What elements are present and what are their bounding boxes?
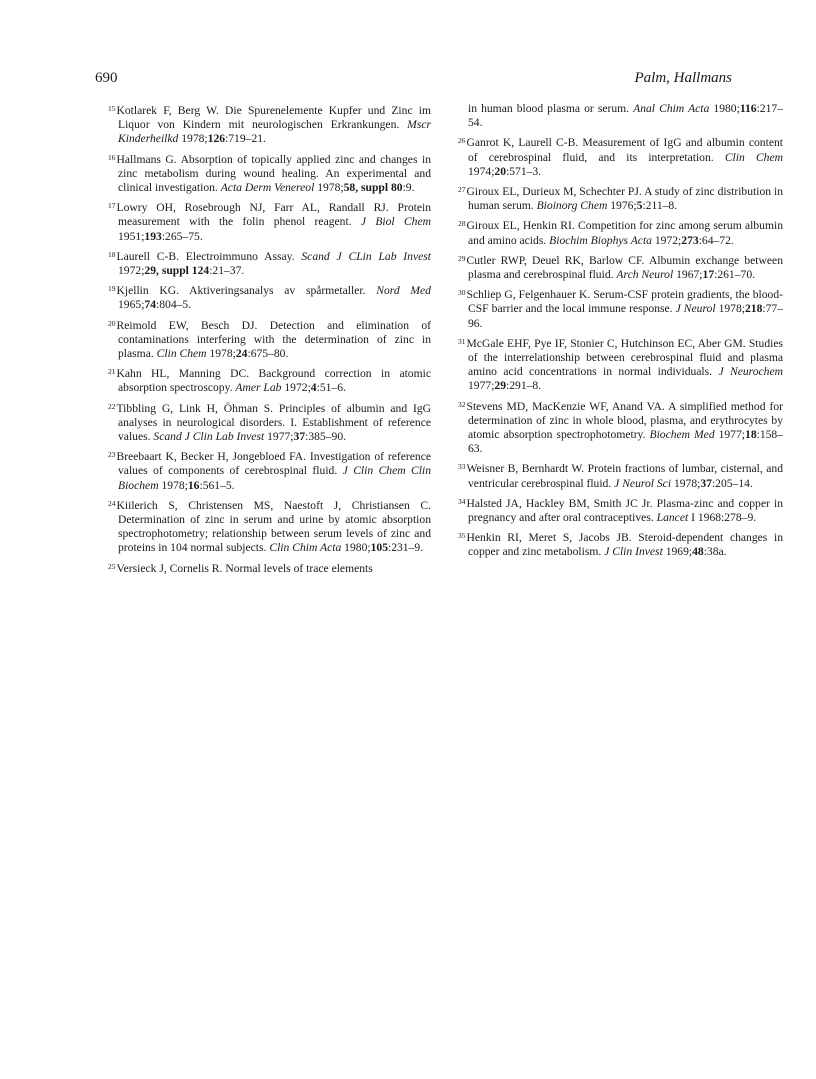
reference-journal: J Neurochem	[718, 365, 783, 379]
reference-volume: 20	[494, 164, 507, 178]
reference-pages: :9.	[402, 181, 415, 195]
reference-year: 1965;	[118, 298, 145, 312]
reference-25	[108, 560, 431, 576]
reference-volume: 18	[745, 428, 757, 442]
reference-year: 1972;	[281, 381, 311, 395]
reference-pages: :719–21.	[225, 132, 266, 146]
reference-journal: Arch Neurol	[616, 268, 674, 282]
reference-number: 21	[108, 367, 116, 377]
reference-number: 24	[108, 498, 116, 508]
reference-journal: Mscr Kinderheilkd	[118, 118, 431, 146]
reference-text: Versieck J, Cornelis R. Normal levels of trace elements	[116, 561, 373, 575]
reference-number: 17	[108, 201, 116, 211]
reference-year: 1980;	[341, 541, 371, 555]
reference-year: 1967;	[673, 268, 703, 282]
reference-text: Lowry OH, Rosebrough NJ, Farr AL, Randall RJ. Protein measurement with the folin phenol reagent.	[116, 201, 431, 229]
reference-number: 34	[458, 496, 466, 506]
reference-volume: 29, suppl 124	[144, 264, 210, 278]
reference-year: 1951;	[118, 229, 145, 243]
reference-volume: 218	[744, 302, 763, 316]
reference-volume: 37	[293, 430, 306, 444]
reference-pages: :21–37.	[209, 264, 245, 278]
reference-19	[108, 282, 431, 312]
reference-journal: J Neurol	[675, 302, 716, 316]
reference-year: I 1968:278–9.	[688, 511, 757, 525]
reference-volume: 16	[187, 478, 200, 492]
reference-pages: :231–9.	[387, 541, 424, 555]
reference-text: in human blood plasma or serum.	[468, 102, 634, 115]
reference-number: 31	[458, 336, 466, 346]
reference-text: Schliep G, Felgenhauer K. Serum-CSF protein gradients, the blood-CSF barrier and the local immune response.	[466, 288, 783, 316]
reference-pages: :77–96.	[468, 302, 783, 330]
reference-number: 35	[458, 531, 466, 541]
reference-number: 30	[458, 288, 466, 298]
reference-journal: Clin Chem	[724, 150, 783, 164]
reference-20	[108, 317, 431, 362]
reference-volume: 74	[144, 298, 157, 312]
reference-text: Laurell C-B. Electroimmuno Assay.	[116, 249, 302, 263]
running-head: Palm, Hallmans	[634, 70, 732, 86]
reference-journal: J Neurol Sci	[614, 476, 672, 490]
reference-year: 1977;	[468, 379, 495, 393]
reference-year: 1980;	[709, 102, 740, 115]
reference-volume: 5	[636, 199, 643, 213]
reference-journal: Scand J Clin Lab Invest	[153, 430, 265, 444]
reference-volume: 48	[692, 545, 704, 559]
reference-volume: 24	[235, 347, 248, 361]
reference-pages: :291–8.	[506, 379, 542, 393]
reference-pages: :64–72.	[698, 233, 734, 247]
reference-number: 15	[108, 104, 116, 113]
reference-text: Breebaart K, Becker H, Jongebloed FA. Investigation of reference values of components of cerebrospinal fluid.	[116, 450, 431, 478]
reference-pages: :265–75.	[161, 229, 203, 243]
reference-year: 1974;	[468, 164, 495, 178]
reference-pages: :675–80.	[247, 347, 289, 361]
reference-text: Kotlarek F, Berg W. Die Spurenelemente Kupfer und Zinc im Liquor von Kindern mit neurologischen Erkrankungen.	[116, 104, 431, 132]
reference-volume: 17	[702, 268, 715, 282]
reference-text: Hallmans G. Absorption of topically applied zinc and changes in zinc metabolism during wound healing. An experimental and clinical investigation.	[116, 152, 431, 195]
reference-22	[108, 400, 431, 445]
reference-pages: :51–6.	[316, 381, 346, 395]
reference-year: 1978;	[206, 347, 236, 361]
reference-26	[458, 134, 783, 179]
reference-number: 18	[108, 249, 116, 259]
reference-17	[108, 199, 431, 244]
reference-volume: 105	[370, 541, 388, 555]
reference-number: 23	[108, 450, 116, 460]
reference-year: 1978;	[158, 478, 188, 492]
reference-text: Stevens MD, MacKenzie WF, Anand VA. A simplified method for determination of zinc in whole blood, plasma, and erythrocytes by atomic absorption spectrophotometry.	[466, 399, 783, 442]
reference-year: 1969;	[662, 545, 693, 559]
reference-journal: Nord Med	[376, 284, 431, 298]
reference-number: 27	[458, 185, 466, 195]
reference-volume: 126	[207, 132, 226, 146]
reference-30	[458, 286, 783, 331]
reference-pages: :385–90.	[305, 430, 347, 444]
reference-journal: J Biol Chem	[360, 215, 431, 229]
references-right-list	[458, 134, 783, 559]
reference-29	[458, 252, 783, 282]
reference-year: 1978;	[671, 476, 701, 490]
reference-number: 22	[108, 401, 116, 411]
reference-pages: :261–70.	[714, 268, 756, 282]
reference-journal: Acta Derm Venereol	[220, 181, 315, 195]
reference-number: 29	[458, 253, 466, 263]
reference-text: Kahn HL, Manning DC. Background correction in atomic absorption spectroscopy.	[116, 367, 431, 395]
reference-text: Weisner B, Bernhardt W. Protein fractions of lumbar, cisternal, and ventricular cerebrospinal fluid.	[466, 462, 783, 490]
reference-year: 1976;	[607, 199, 637, 213]
reference-pages: :38a.	[703, 545, 727, 559]
reference-journal: J Clin Invest	[604, 545, 663, 559]
reference-text: Tibbling G, Link H, Öhman S. Principles of albumin and IgG analyses in neurological disorders. I. Establishment of reference values.	[116, 401, 431, 444]
reference-23	[108, 448, 431, 493]
reference-27	[458, 183, 783, 213]
reference-text: Giroux EL, Durieux M, Schechter PJ. A study of zinc distribution in human serum.	[466, 185, 783, 213]
reference-18	[108, 248, 431, 278]
reference-pages: :211–8.	[642, 199, 678, 213]
reference-33	[458, 460, 783, 490]
reference-year: 1978;	[715, 302, 745, 316]
page-number: 690	[95, 70, 118, 86]
reference-journal: Bioinorg Chem	[536, 199, 608, 213]
reference-journal: Biochem Med	[649, 428, 715, 442]
reference-year: 1978;	[314, 181, 344, 195]
reference-year: 1972;	[118, 264, 145, 278]
reference-number: 20	[108, 318, 116, 328]
reference-journal: Biochim Biophys Acta	[549, 233, 652, 247]
reference-year: 1978;	[178, 132, 208, 146]
reference-25-continuation	[458, 102, 783, 130]
reference-28	[458, 217, 783, 247]
reference-volume: 37	[700, 476, 712, 490]
reference-number: 19	[108, 284, 116, 294]
reference-text: Kjellin KG. Aktiveringsanalys av spårmetaller.	[116, 284, 377, 298]
reference-volume: 29	[494, 379, 507, 393]
reference-year: 1977;	[264, 430, 294, 444]
reference-pages: :804–5.	[156, 298, 192, 312]
reference-text: Reimold EW, Besch DJ. Detection and elimination of contaminations interfering with the determination of zinc in plasma.	[116, 318, 431, 361]
reference-journal: Clin Chem	[156, 347, 207, 361]
reference-15	[108, 102, 431, 147]
reference-pages: :561–5.	[199, 478, 235, 492]
references-left-column	[108, 102, 431, 580]
reference-year: 1972;	[651, 233, 682, 247]
reference-16	[108, 151, 431, 196]
reference-pages: :217–54.	[468, 102, 783, 130]
reference-text: Cutler RWP, Deuel RK, Barlow CF. Albumin exchange between plasma and cerebrospinal fluid.	[466, 253, 783, 282]
reference-text: Ganrot K, Laurell C-B. Measurement of IgG and albumin content of cerebrospinal fluid, and its interpretation.	[466, 136, 783, 164]
reference-pages: :571–3.	[506, 164, 542, 178]
reference-text: Halsted JA, Hackley BM, Smith JC Jr. Plasma-zinc and copper in pregnancy and after oral contraceptives.	[466, 496, 783, 525]
reference-journal: Scand J CLin Lab Invest	[301, 249, 431, 263]
reference-text: Giroux EL, Henkin RI. Competition for zinc among serum albumin and amino acids.	[466, 219, 783, 247]
reference-number: 25	[108, 561, 116, 571]
reference-number: 32	[458, 399, 466, 409]
reference-volume: 273	[681, 233, 699, 247]
reference-pages: :158–63.	[468, 428, 784, 456]
reference-31	[458, 335, 783, 394]
reference-journal: Amer Lab	[235, 381, 282, 395]
reference-34	[458, 495, 783, 525]
reference-21	[108, 365, 431, 395]
reference-journal: Clin Chim Acta	[269, 541, 342, 555]
reference-journal: J Clin Chem Clin Biochem	[118, 464, 431, 492]
reference-volume: 116	[739, 102, 757, 115]
reference-journal: Lancet	[656, 511, 689, 525]
reference-number: 26	[458, 136, 466, 146]
reference-journal: Anal Chim Acta	[633, 102, 710, 115]
references-right-column	[458, 102, 783, 564]
reference-24	[108, 497, 431, 556]
reference-number: 33	[458, 462, 466, 472]
reference-text: Kiilerich S, Christensen MS, Naestoft J, Christiansen C. Determination of zinc in serum and urine by atomic absorption spectrophotometry; relationship between serum levels of zinc and proteins in 104 normal subjects.	[116, 498, 431, 555]
reference-volume: 58, suppl 80	[343, 181, 403, 195]
reference-year: 1977;	[714, 428, 746, 442]
reference-text: McGale EHF, Pye IF, Stonier C, Hutchinson EC, Aber GM. Studies of the interrelationship between cerebrospinal fluid and plasma amino acid concentrations in normal individuals.	[466, 336, 783, 379]
reference-volume: 193	[144, 229, 162, 243]
reference-number: 28	[458, 219, 466, 229]
reference-number: 16	[108, 152, 116, 162]
reference-text: Henkin RI, Meret S, Jacobs JB. Steroid-dependent changes in copper and zinc metabolism.	[466, 531, 783, 559]
reference-volume: 4	[310, 381, 317, 395]
reference-32	[458, 398, 783, 457]
reference-35	[458, 529, 783, 559]
reference-pages: :205–14.	[711, 476, 753, 490]
